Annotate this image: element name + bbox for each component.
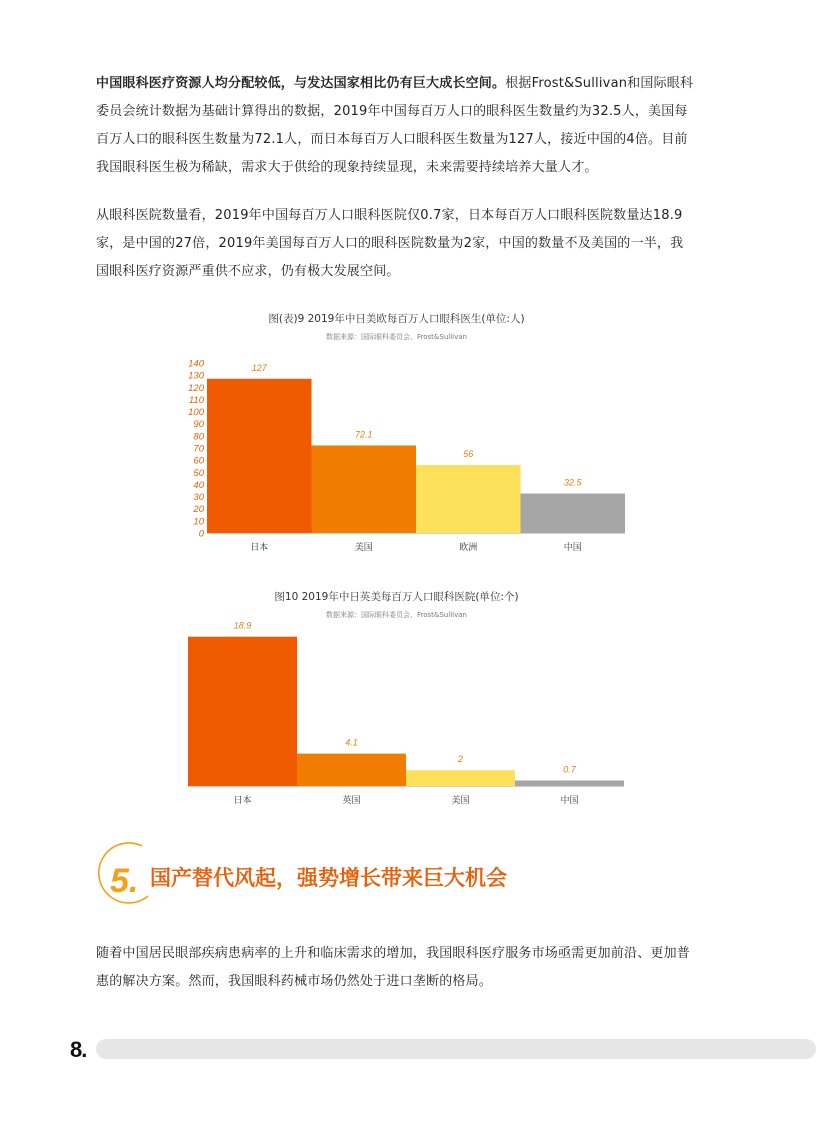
chart1-category-label-1: 美国: [354, 543, 373, 553]
chart1-y-tick-5: 50: [193, 467, 204, 479]
intro-lead: 中国眼科医疗资源人均分配较低，与发达国家相比仍有巨大成长空间。: [96, 76, 506, 91]
section-number: 5.: [110, 862, 139, 900]
chart2-title: 图10 2019年中日英美每百万人口眼科医院(单位:个): [274, 591, 519, 603]
intro-body: 根据Frost&Sullivan和国际眼科委员会统计数据为基础计算得出的数据，2019年中国每百万人口的眼科医生数量约为32.5人，美国每百万人口的眼科医生数量为72.1人，而日本每百万人口眼科医生数量为127人，接近中国的4倍。目前我国眼科医生极为稀缺，需求大于供给的现象持续显现，未来需要持续培养大量人才。: [96, 76, 694, 175]
chart1-bar-1: [312, 445, 417, 533]
chart1-y-tick-6: 60: [193, 455, 204, 467]
chart2-category-label-3: 中国: [560, 796, 579, 806]
chart2-value-label-3: 0.7: [563, 764, 576, 775]
chart1-value-label-3: 32.5: [563, 477, 582, 488]
chart1-y-tick-11: 110: [188, 394, 204, 406]
page-number: 8.: [70, 1037, 87, 1062]
chart1-y-tick-3: 30: [193, 492, 204, 504]
chart1-y-tick-7: 70: [193, 443, 204, 455]
chart2-category-label-2: 美国: [451, 796, 470, 806]
chart2-bar-3: [515, 780, 624, 786]
footer-bar: [96, 1039, 816, 1059]
chart1-y-tick-8: 80: [193, 431, 204, 443]
chart1-value-label-1: 72.1: [354, 429, 373, 440]
chart1-category-label-0: 日本: [250, 543, 269, 553]
chart1-y-tick-9: 90: [193, 419, 204, 431]
section-heading: [90, 840, 550, 910]
chart2-bar-2: [406, 770, 515, 786]
chart1-y-tick-14: 140: [188, 358, 204, 370]
chart1-y-tick-13: 130: [188, 370, 204, 382]
chart1-value-label-0: 127: [251, 362, 267, 373]
chart2-bar-0: [188, 637, 297, 786]
chart1-value-label-2: 56: [463, 449, 474, 459]
intro-paragraph: [96, 70, 696, 182]
hospital-paragraph: 从眼科医院数量看，2019年中国每百万人口眼科医院仅0.7家，日本每百万人口眼科医院数量达18.9家，是中国的27倍，2019年美国每百万人口的眼科医院数量为2家，中国的数量不及美国的一半，我国眼科医疗资源严重供不应求，仍有极大发展空间。: [96, 208, 684, 279]
chart1-y-tick-4: 40: [193, 479, 204, 491]
chart1-bar-3: [521, 494, 626, 533]
section-title: 国产替代风起，强势增长带来巨大机会: [150, 866, 507, 890]
chart2-category-label-1: 英国: [342, 796, 361, 806]
chart2-value-label-1: 4.1: [345, 737, 358, 748]
chart2-source: 数据来源：国际眼科委员会、Frost&Sullivan: [326, 611, 467, 619]
chart1-title: 图(表)9 2019年中日美欧每百万人口眼科医生(单位:人): [268, 313, 525, 325]
doctors-bar-chart: [0, 355, 793, 555]
chart2-value-label-0: 18.9: [233, 620, 252, 631]
chart1-y-tick-0: 0: [198, 528, 204, 540]
section-paragraph: 随着中国居民眼部疾病患病率的上升和临床需求的增加，我国眼科医疗服务市场亟需更加前沿、更加普惠的解决方案。然而，我国眼科药械市场仍然处于进口垄断的格局。: [96, 946, 691, 989]
chart1-y-tick-10: 100: [188, 407, 204, 419]
hospitals-bar-chart: [0, 620, 793, 808]
chart1-category-label-2: 欧洲: [459, 543, 478, 553]
chart1-y-tick-12: 120: [188, 382, 204, 394]
chart1-y-tick-2: 20: [193, 504, 204, 516]
chart1-y-tick-1: 10: [193, 516, 204, 528]
chart2-category-label-0: 日本: [233, 796, 252, 806]
chart2-value-label-2: 2: [457, 754, 464, 765]
chart1-bar-2: [416, 465, 521, 533]
chart1-source: 数据来源：国际眼科委员会、Frost&Sullivan: [326, 333, 467, 341]
chart2-bar-1: [297, 754, 406, 786]
chart1-bar-0: [207, 379, 312, 533]
chart1-category-label-3: 中国: [563, 543, 582, 553]
